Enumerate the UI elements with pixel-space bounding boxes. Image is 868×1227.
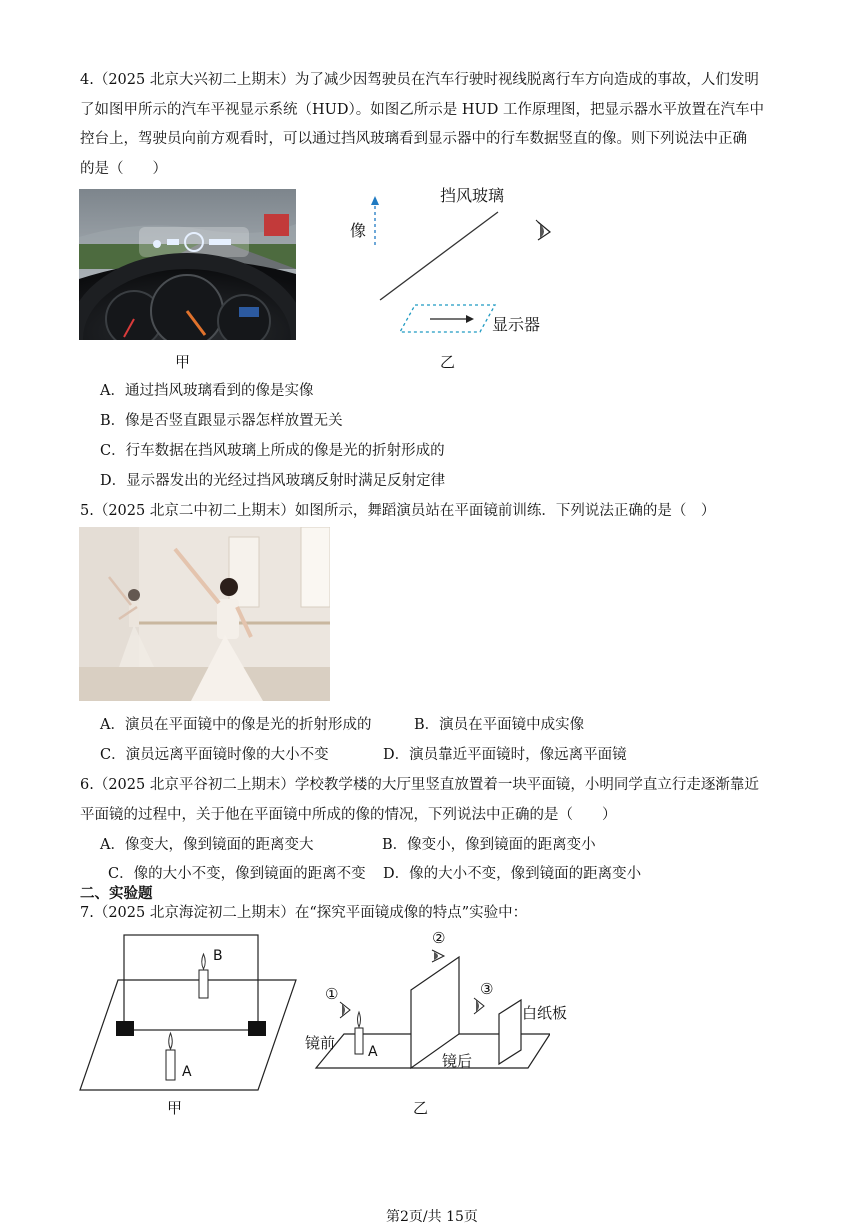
q5-option-b: B．演员在平面镜中成实像 <box>414 717 585 733</box>
eye-1-icon <box>340 1002 350 1018</box>
candle-a <box>355 1028 363 1054</box>
q6-option-a: A．像变大，像到镜面的距离变大 <box>100 837 314 853</box>
fig-yi-label: 乙 <box>440 353 456 371</box>
fig7-jia-label: 甲 <box>167 1099 183 1117</box>
q4-line-2: 了如图甲所示的汽车平视显示系统（HUD）。如图乙所示是 HUD 工作原理图，把显示器水平放置在汽车中 <box>80 102 764 118</box>
windshield-label: 挡风玻璃 <box>440 186 505 205</box>
q7-line-1: 7.（2025 北京海淀初二上期末）在“探究平面镜成像的特点”实验中： <box>80 905 528 921</box>
q6-option-c: C．像的大小不变，像到镜面的距离不变 <box>108 866 366 882</box>
page-footer: 第2页/共 15页 <box>386 1209 478 1225</box>
clip-left <box>116 1021 134 1036</box>
q4-option-c: C．行车数据在挡风玻璃上所成的像是光的折射形成的 <box>100 443 445 459</box>
back-label: 镜后 <box>442 1052 473 1070</box>
candle-a-label-2: A <box>368 1044 378 1060</box>
q6-option-d: D．像的大小不变，像到镜面的距离变小 <box>383 866 642 882</box>
fig-jia-label: 甲 <box>175 353 191 371</box>
display-arrowhead-icon <box>466 315 474 323</box>
q4-line-1: 4.（2025 北京大兴初二上期末）为了减少因驾驶员在汽车行驶时视线脱离行车方向造成的事故，人们发明 <box>80 72 759 88</box>
q6-option-b: B．像变小，像到镜面的距离变小 <box>382 837 596 853</box>
hud-photo <box>79 189 296 340</box>
q6-line-2: 平面镜的过程中，关于他在平面镜中所成的像的情况，下列说法中正确的是（ ） <box>80 807 617 823</box>
candle-a-label: A <box>182 1064 192 1080</box>
paper-board <box>499 1000 521 1064</box>
image-label: 像 <box>350 221 367 240</box>
q4-option-a: A．通过挡风玻璃看到的像是实像 <box>100 383 314 399</box>
eye-3-label: ③ <box>480 980 494 998</box>
eye-2-icon <box>432 950 444 962</box>
eye-3-icon <box>474 998 484 1014</box>
hud-photo-image <box>79 189 296 340</box>
eye-icon <box>536 220 550 240</box>
candle-b-label: B <box>213 948 223 964</box>
q5-line-1: 5.（2025 北京二中初二上期末）如图所示，舞蹈演员站在平面镜前训练．下列说法正确的是（ ） <box>80 503 716 519</box>
paper-board-label: 白纸板 <box>522 1004 568 1022</box>
candle-b <box>199 970 208 998</box>
q5-option-a: A．演员在平面镜中的像是光的折射形成的 <box>100 717 372 733</box>
dancer-photo <box>79 527 330 701</box>
q6-line-1: 6.（2025 北京平谷初二上期末）学校教学楼的大厅里竖直放置着一块平面镜，小明同学直立行走逐渐靠近 <box>80 777 759 793</box>
flame-icon <box>358 1012 361 1027</box>
flame-b-icon <box>202 954 206 969</box>
display-label: 显示器 <box>492 315 541 334</box>
q4-line-4: 的是（ ） <box>80 161 167 177</box>
q4-line-3: 控台上，驾驶员向前方观看时，可以通过挡风玻璃看到显示器中的行车数据竖直的像。则下列说法中正确 <box>80 131 747 147</box>
dancer-photo-image <box>79 527 330 701</box>
glass-plate <box>124 935 258 1030</box>
candle-a <box>166 1050 175 1080</box>
observation-svg <box>314 932 550 1072</box>
q4-option-b: B．像是否竖直跟显示器怎样放置无关 <box>100 413 343 429</box>
observation-diagram <box>314 932 550 1072</box>
front-label: 镜前 <box>305 1034 336 1052</box>
image-arrowhead-icon <box>371 196 379 205</box>
eye-1-label: ① <box>325 985 339 1003</box>
clip-right <box>248 1021 266 1036</box>
section-heading: 二、实验题 <box>80 885 153 902</box>
fig7-yi-label: 乙 <box>413 1099 429 1117</box>
q4-option-d: D．显示器发出的光经过挡风玻璃反射时满足反射定律 <box>100 473 446 489</box>
flame-a-icon <box>169 1033 173 1049</box>
eye-2-label: ② <box>432 929 446 947</box>
q5-option-c: C．演员远离平面镜时像的大小不变 <box>100 747 329 763</box>
windshield-line <box>380 212 498 300</box>
q5-option-d: D．演员靠近平面镜时，像远离平面镜 <box>383 747 627 763</box>
